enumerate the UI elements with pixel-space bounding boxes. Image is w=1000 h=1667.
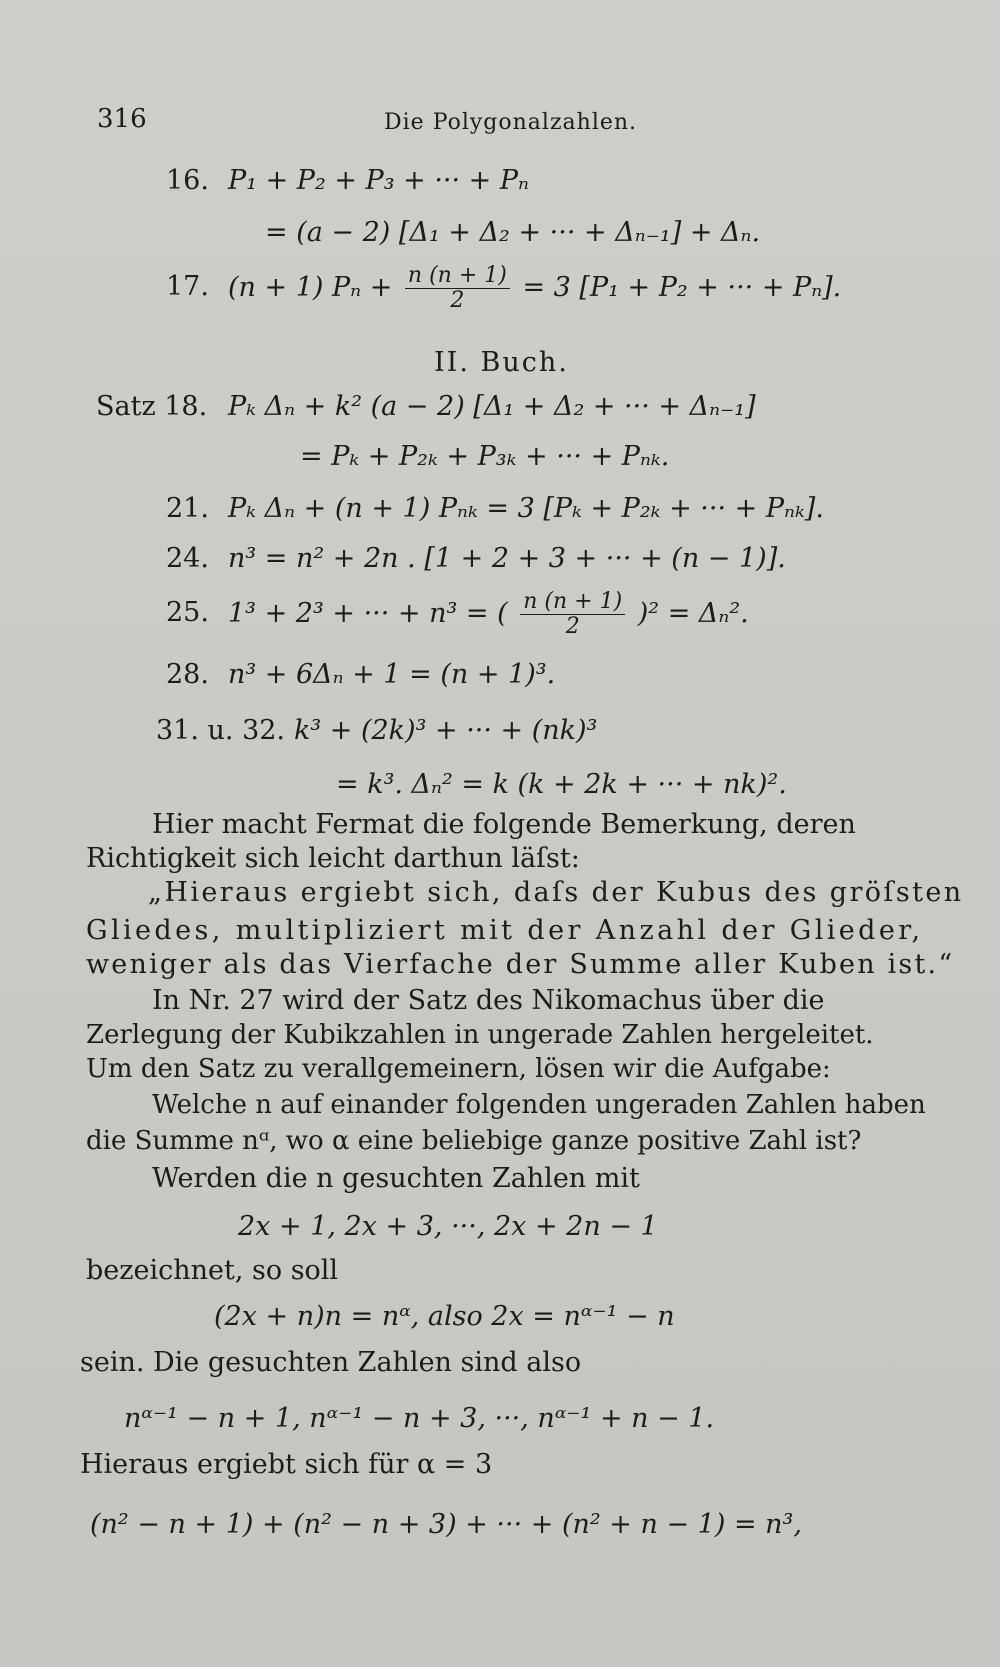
quote-line2: Gliedes, multipliziert mit der Anzahl der Glieder, xyxy=(86,915,924,946)
formula-25-label: 25. xyxy=(166,597,209,628)
formula-21-label: 21. xyxy=(166,493,209,524)
formula-17-denominator: 2 xyxy=(450,288,465,313)
paragraph-fermat-line1 xyxy=(152,810,856,840)
paragraph-werden: Werden die n gesuchten Zahlen mit xyxy=(152,1163,640,1194)
formula-16-label: 16. xyxy=(166,165,209,196)
formula-17-lhs: (n + 1) Pₙ + xyxy=(228,272,393,303)
formula-31-32-line2: = k³. Δₙ² = k (k + 2k + ··· + nk)². xyxy=(336,769,787,800)
formula-25-rhs: )² = Δₙ². xyxy=(637,598,749,629)
formula-25-fraction xyxy=(520,590,625,639)
paragraph-nikomachus-line1: In Nr. 27 wird der Satz des Nikomachus über die xyxy=(152,985,825,1016)
formula-28-label: 28. xyxy=(166,659,209,690)
formula-16-line2: = (a − 2) [Δ₁ + Δ₂ + ··· + Δₙ₋₁] + Δₙ. xyxy=(265,217,761,248)
text-line: Hier macht Fermat die folgende Bemerkung, deren xyxy=(152,809,856,840)
formula-24: n³ = n² + 2n . [1 + 2 + 3 + ··· + (n − 1)]. xyxy=(228,543,786,574)
formula-31-32-label: 31. u. 32. xyxy=(156,715,286,746)
paragraph-alpha-three: Hieraus ergiebt sich für α = 3 xyxy=(80,1449,493,1480)
equation-sum-condition: (2x + n)n = nᵅ, also 2x = nᵅ⁻¹ − n xyxy=(214,1301,675,1332)
paragraph-sein: sein. Die gesuchten Zahlen sind also xyxy=(80,1347,582,1378)
formula-25-lhs: 1³ + 2³ + ··· + n³ = ( xyxy=(228,598,508,629)
quote-line3: weniger als das Vierfache der Summe aller Kuben ist.“ xyxy=(86,949,955,980)
satz-18-line1: Pₖ Δₙ + k² (a − 2) [Δ₁ + Δ₂ + ··· + Δₙ₋₁] xyxy=(228,391,756,422)
quote-line1: „Hieraus ergiebt sich, daſs der Kubus des gröſsten xyxy=(148,877,964,908)
formula-17 xyxy=(228,264,841,313)
paragraph-nikomachus-line2: Zerlegung der Kubikzahlen in ungerade Zahlen hergeleitet. xyxy=(86,1020,874,1050)
page-number: 316 xyxy=(97,104,147,134)
paragraph-question-line2: die Summe nᵅ, wo α eine beliebige ganze positive Zahl ist? xyxy=(86,1126,862,1156)
formula-25-numerator: n (n + 1) xyxy=(520,590,625,615)
formula-17-rhs: = 3 [P₁ + P₂ + ··· + Pₙ]. xyxy=(522,272,842,303)
book-heading: II. Buch. xyxy=(434,347,569,378)
formula-28: n³ + 6Δₙ + 1 = (n + 1)³. xyxy=(228,659,556,690)
equation-odd-numbers: 2x + 1, 2x + 3, ···, 2x + 2n − 1 xyxy=(238,1211,658,1242)
paragraph-question-line1: Welche n auf einander folgenden ungeraden Zahlen haben xyxy=(152,1090,926,1120)
formula-24-label: 24. xyxy=(166,543,209,574)
running-title: Die Polygonalzahlen. xyxy=(384,110,638,135)
satz-18-line2: = Pₖ + P₂ₖ + P₃ₖ + ··· + Pₙₖ. xyxy=(300,441,670,472)
paragraph-fermat-line2: Richtigkeit sich leicht darthun läſst: xyxy=(86,843,580,874)
formula-17-label: 17. xyxy=(166,271,209,302)
paragraph-nikomachus-line3: Um den Satz zu verallgemeinern, lösen wir die Aufgabe: xyxy=(86,1054,831,1084)
formula-17-fraction xyxy=(405,264,510,313)
paragraph-bezeichnet: bezeichnet, so soll xyxy=(86,1255,339,1286)
formula-25-denominator: 2 xyxy=(565,614,580,639)
formula-25 xyxy=(228,590,749,639)
formula-17-numerator: n (n + 1) xyxy=(405,264,510,289)
formula-21: Pₖ Δₙ + (n + 1) Pₙₖ = 3 [Pₖ + P₂ₖ + ··· + Pₙₖ]. xyxy=(228,493,824,524)
satz-18-label: Satz 18. xyxy=(96,391,208,422)
equation-sought-numbers: nᵅ⁻¹ − n + 1, nᵅ⁻¹ − n + 3, ···, nᵅ⁻¹ + n − 1. xyxy=(124,1403,715,1434)
formula-16-line1: P₁ + P₂ + P₃ + ··· + Pₙ xyxy=(228,165,529,196)
formula-31-32-line1: k³ + (2k)³ + ··· + (nk)³ xyxy=(294,715,598,746)
equation-cube-sum: (n² − n + 1) + (n² − n + 3) + ··· + (n² + n − 1) = n³, xyxy=(90,1509,802,1540)
